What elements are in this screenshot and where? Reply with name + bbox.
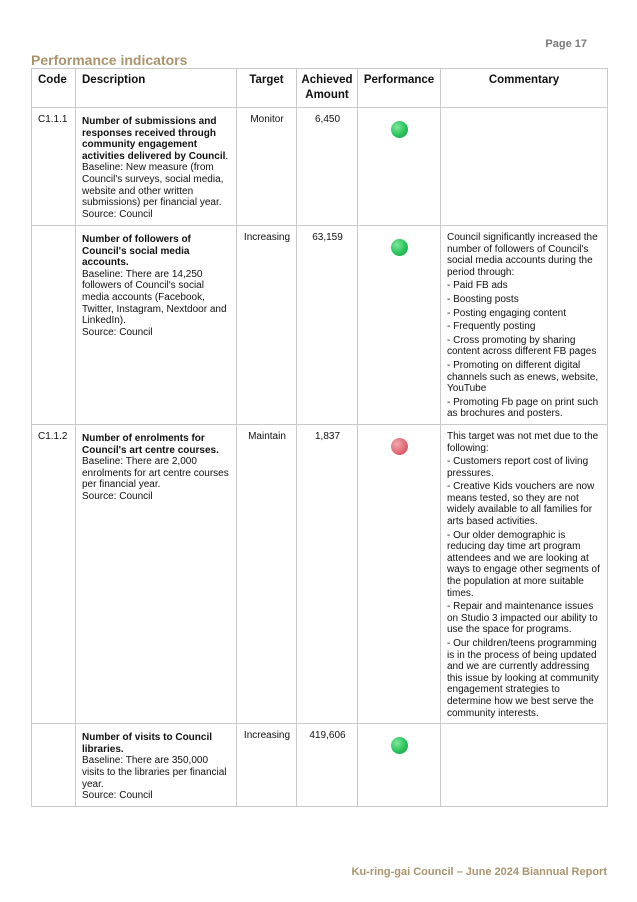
row-performance	[358, 424, 441, 723]
commentary-item: - Customers report cost of living pressures.	[447, 456, 589, 479]
description-title-suffix: .	[225, 150, 229, 162]
header-commentary: Commentary	[441, 69, 608, 108]
header-code: Code	[32, 69, 76, 108]
status-green-dot-icon	[391, 737, 408, 754]
description-baseline: Baseline: New measure (from Council's surveys, social media, website and other written submissions) per financial year.	[82, 162, 224, 209]
commentary-item: - Posting engaging content	[447, 307, 566, 319]
description-title: Number of visits to Council libraries.	[82, 732, 213, 755]
table-row	[32, 724, 608, 807]
description-title: Number of enrolments for Council's art centre courses.	[82, 432, 219, 456]
status-red-dot-icon	[391, 438, 408, 455]
row-description	[76, 226, 237, 425]
status-green-dot-icon	[391, 239, 408, 256]
commentary-item: - Boosting posts	[447, 293, 519, 305]
commentary-intro: This target was not met due to the following:	[447, 430, 599, 454]
header-performance: Performance	[358, 69, 441, 108]
description-source: Source: Council	[82, 326, 153, 338]
section-title: Performance indicators	[31, 52, 188, 68]
row-commentary	[441, 724, 608, 807]
commentary-item: - Promoting on different digital channels such as enews, website, YouTube	[447, 359, 599, 395]
commentary-item: - Our children/teens programming is in the process of being updated and we are currently addressing this issue by looking at community engagement strategies to determine how we best serve the community interests.	[447, 638, 599, 719]
row-target: Maintain	[237, 424, 297, 723]
performance-table	[31, 68, 608, 807]
description-title: Number of followers of Council's social media accounts.	[82, 234, 191, 269]
row-achieved: 63,159	[297, 226, 358, 425]
row-commentary	[441, 108, 608, 226]
table-row	[32, 424, 608, 723]
row-code: C1.1.1	[32, 108, 76, 226]
table-row	[32, 108, 608, 226]
row-performance	[358, 724, 441, 807]
description-baseline: Baseline: There are 14,250 followers of Council's social media accounts (Facebook, Twitter, Instagram, Nextdoor and LinkedIn).	[82, 268, 227, 327]
commentary-item: - Creative Kids vouchers are now means tested, so they are not widely available to all families for arts based activities.	[447, 481, 595, 528]
row-target: Increasing	[237, 226, 297, 425]
row-commentary	[441, 424, 608, 723]
commentary-item: - Cross promoting by sharing content across different FB pages	[447, 334, 597, 358]
description-source: Source: Council	[82, 208, 153, 220]
table-row	[32, 226, 608, 425]
description-baseline: Baseline: There are 2,000 enrolments for art centre courses per financial year.	[82, 456, 229, 491]
description-title: Number of submissions and responses received through community engagement activities delivered by Council	[82, 116, 226, 162]
table-header-row	[32, 69, 608, 108]
commentary-item: - Promoting Fb page on print such as brochures and posters.	[447, 396, 599, 420]
header-description: Description	[76, 69, 237, 108]
description-source: Source: Council	[82, 790, 153, 802]
row-description	[76, 424, 237, 723]
row-achieved: 6,450	[297, 108, 358, 226]
row-achieved: 1,837	[297, 424, 358, 723]
commentary-intro: Council significantly increased the number of followers of Council's social media accounts during the period through:	[447, 232, 598, 278]
row-code	[32, 226, 76, 425]
row-commentary	[441, 226, 608, 425]
row-target: Monitor	[237, 108, 297, 226]
row-code	[32, 724, 76, 807]
commentary-item: - Paid FB ads	[447, 280, 508, 292]
page-number: Page 17	[545, 38, 587, 50]
row-description	[76, 108, 237, 226]
row-target: Increasing	[237, 724, 297, 807]
commentary-item: - Our older demographic is reducing day time art program attendees and we are looking at ways to engage other segments of the population at more suitable times.	[447, 529, 600, 599]
header-target: Target	[237, 69, 297, 108]
row-achieved: 419,606	[297, 724, 358, 807]
header-achieved: Achieved Amount	[297, 69, 358, 108]
row-performance	[358, 226, 441, 425]
description-baseline: Baseline: There are 350,000 visits to the libraries per financial year.	[82, 755, 227, 790]
description-source: Source: Council	[82, 490, 153, 502]
row-performance	[358, 108, 441, 226]
status-green-dot-icon	[391, 121, 408, 138]
commentary-item: - Frequently posting	[447, 321, 536, 333]
row-code: C1.1.2	[32, 424, 76, 723]
commentary-item: - Repair and maintenance issues on Studio 3 impacted our ability to use the space for programs.	[447, 601, 598, 636]
row-description	[76, 724, 237, 807]
footer-report-title: Ku-ring-gai Council – June 2024 Biannual Report	[351, 866, 607, 878]
